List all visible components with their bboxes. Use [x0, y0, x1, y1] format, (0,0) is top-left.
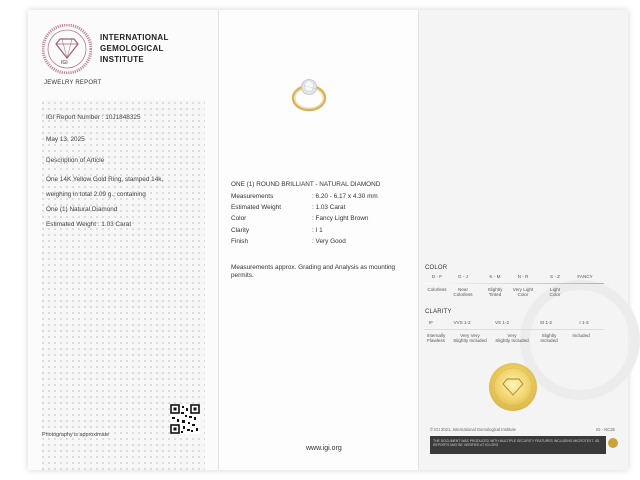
color-scale-codes	[424, 274, 604, 282]
report-number: IGI Report Number : 10J1848325	[46, 114, 141, 121]
clarity-code: IF	[428, 320, 434, 325]
brand-line-2: GEMOLOGICAL	[100, 44, 164, 53]
note-line-1: Measurements approx. Grading and Analysis as mounting	[231, 264, 396, 271]
brand-line-3: INSTITUTE	[100, 55, 145, 64]
logo-text: IGI	[61, 60, 68, 66]
color-name: Slightly	[487, 287, 503, 292]
clarity-name: Included	[572, 333, 590, 338]
measurements-label: Measurements	[231, 193, 274, 200]
report-type: JEWELRY REPORT	[44, 80, 102, 86]
gold-hologram-seal-icon	[488, 362, 538, 412]
description-line-4: Estimated Weight : 1.03 Carat	[46, 221, 132, 228]
description-heading: Description of Article	[46, 157, 105, 164]
color-scale-heading: COLOR	[425, 265, 448, 271]
igi-logo-icon	[42, 24, 92, 74]
note-line-2: permits.	[231, 272, 254, 279]
security-disclaimer: THE DOCUMENT WAS PRODUCED WITH MULTIPLE SECURITY FEATURES INCLUDING MICROTEXT. IGI REPORTS MAY BE VERIFIED AT IGI.ORG	[433, 439, 600, 447]
photo-note: Photography is approximate	[42, 432, 110, 438]
color-code: N - R	[517, 274, 529, 279]
color-gradient-bar	[424, 283, 604, 284]
security-strip	[430, 436, 606, 454]
clarity-code: VVS 1-2	[453, 320, 471, 325]
clarity-name: Slightly	[541, 333, 557, 338]
clarity-name: Very	[507, 333, 517, 338]
finish-label: Finish	[231, 238, 249, 245]
color-code: FANCY	[577, 274, 593, 279]
weight-label: Estimated Weight	[231, 204, 281, 211]
security-mark-icon	[608, 438, 618, 448]
weight-value: : 1.03 Carat	[312, 204, 346, 211]
color-code: G - J	[458, 274, 468, 279]
website-link[interactable]: www.igi.org	[306, 445, 342, 452]
report-date: May 13, 2025	[46, 136, 85, 143]
clarity-name: Very Very	[460, 333, 480, 338]
form-code: IG - NC26	[596, 427, 615, 432]
color-name: Color	[517, 292, 529, 297]
description-line-2: weighing in total 2.09 g., containing	[46, 191, 146, 198]
clarity-code: VS 1-2	[494, 320, 510, 325]
color-scale-names	[424, 287, 604, 301]
clarity-name: Flawless	[427, 338, 445, 343]
clarity-label: Clarity	[231, 227, 250, 234]
clarity-code: SI 1-2	[539, 320, 553, 325]
brand-line-1: INTERNATIONAL	[100, 33, 169, 42]
ring-photo	[284, 64, 334, 116]
right-margin	[205, 100, 218, 470]
clarity-name: Slightly Included	[495, 338, 529, 343]
color-name: Tinted	[488, 292, 502, 297]
clarity-value: : I 1	[312, 227, 323, 234]
clarity-name: Included	[540, 338, 558, 343]
color-code: D - F	[431, 274, 443, 279]
clarity-scale-names	[424, 333, 604, 347]
color-name: Very Light	[512, 287, 534, 292]
clarity-scale-codes	[424, 320, 604, 328]
color-code: S - Z	[550, 274, 560, 279]
color-name: Light	[550, 287, 560, 292]
description-line-3: One (1) Natural Diamond	[46, 206, 118, 213]
clarity-code: I 1-3	[579, 320, 589, 325]
clarity-name: Slightly Included	[453, 338, 487, 343]
color-value: : Fancy Light Brown	[312, 215, 369, 222]
color-label: Color	[231, 215, 247, 222]
measurements-value: : 6.20 - 6.17 x 4.30 mm	[312, 193, 378, 200]
description-line-1: One 14K Yellow Gold Ring, stamped 14k,	[46, 176, 164, 183]
finish-value: : Very Good	[312, 238, 346, 245]
grading-title: ONE (1) ROUND BRILLIANT - NATURAL DIAMOND	[231, 181, 381, 188]
clarity-scale-heading: CLARITY	[425, 309, 452, 315]
color-name: Color	[549, 292, 561, 297]
fold-line-left	[218, 10, 219, 470]
copyright-text: © IGI 2021, International Gemological Institute	[430, 427, 516, 432]
color-name: Near	[458, 287, 468, 292]
fold-line-right	[418, 10, 419, 470]
qr-code[interactable]	[170, 404, 200, 434]
clarity-divider	[424, 329, 604, 330]
color-name: Colorless	[427, 287, 447, 292]
color-name: Colorless	[453, 292, 473, 297]
clarity-name: Internally	[426, 333, 446, 338]
left-margin	[28, 100, 42, 470]
color-code: K - M	[489, 274, 501, 279]
